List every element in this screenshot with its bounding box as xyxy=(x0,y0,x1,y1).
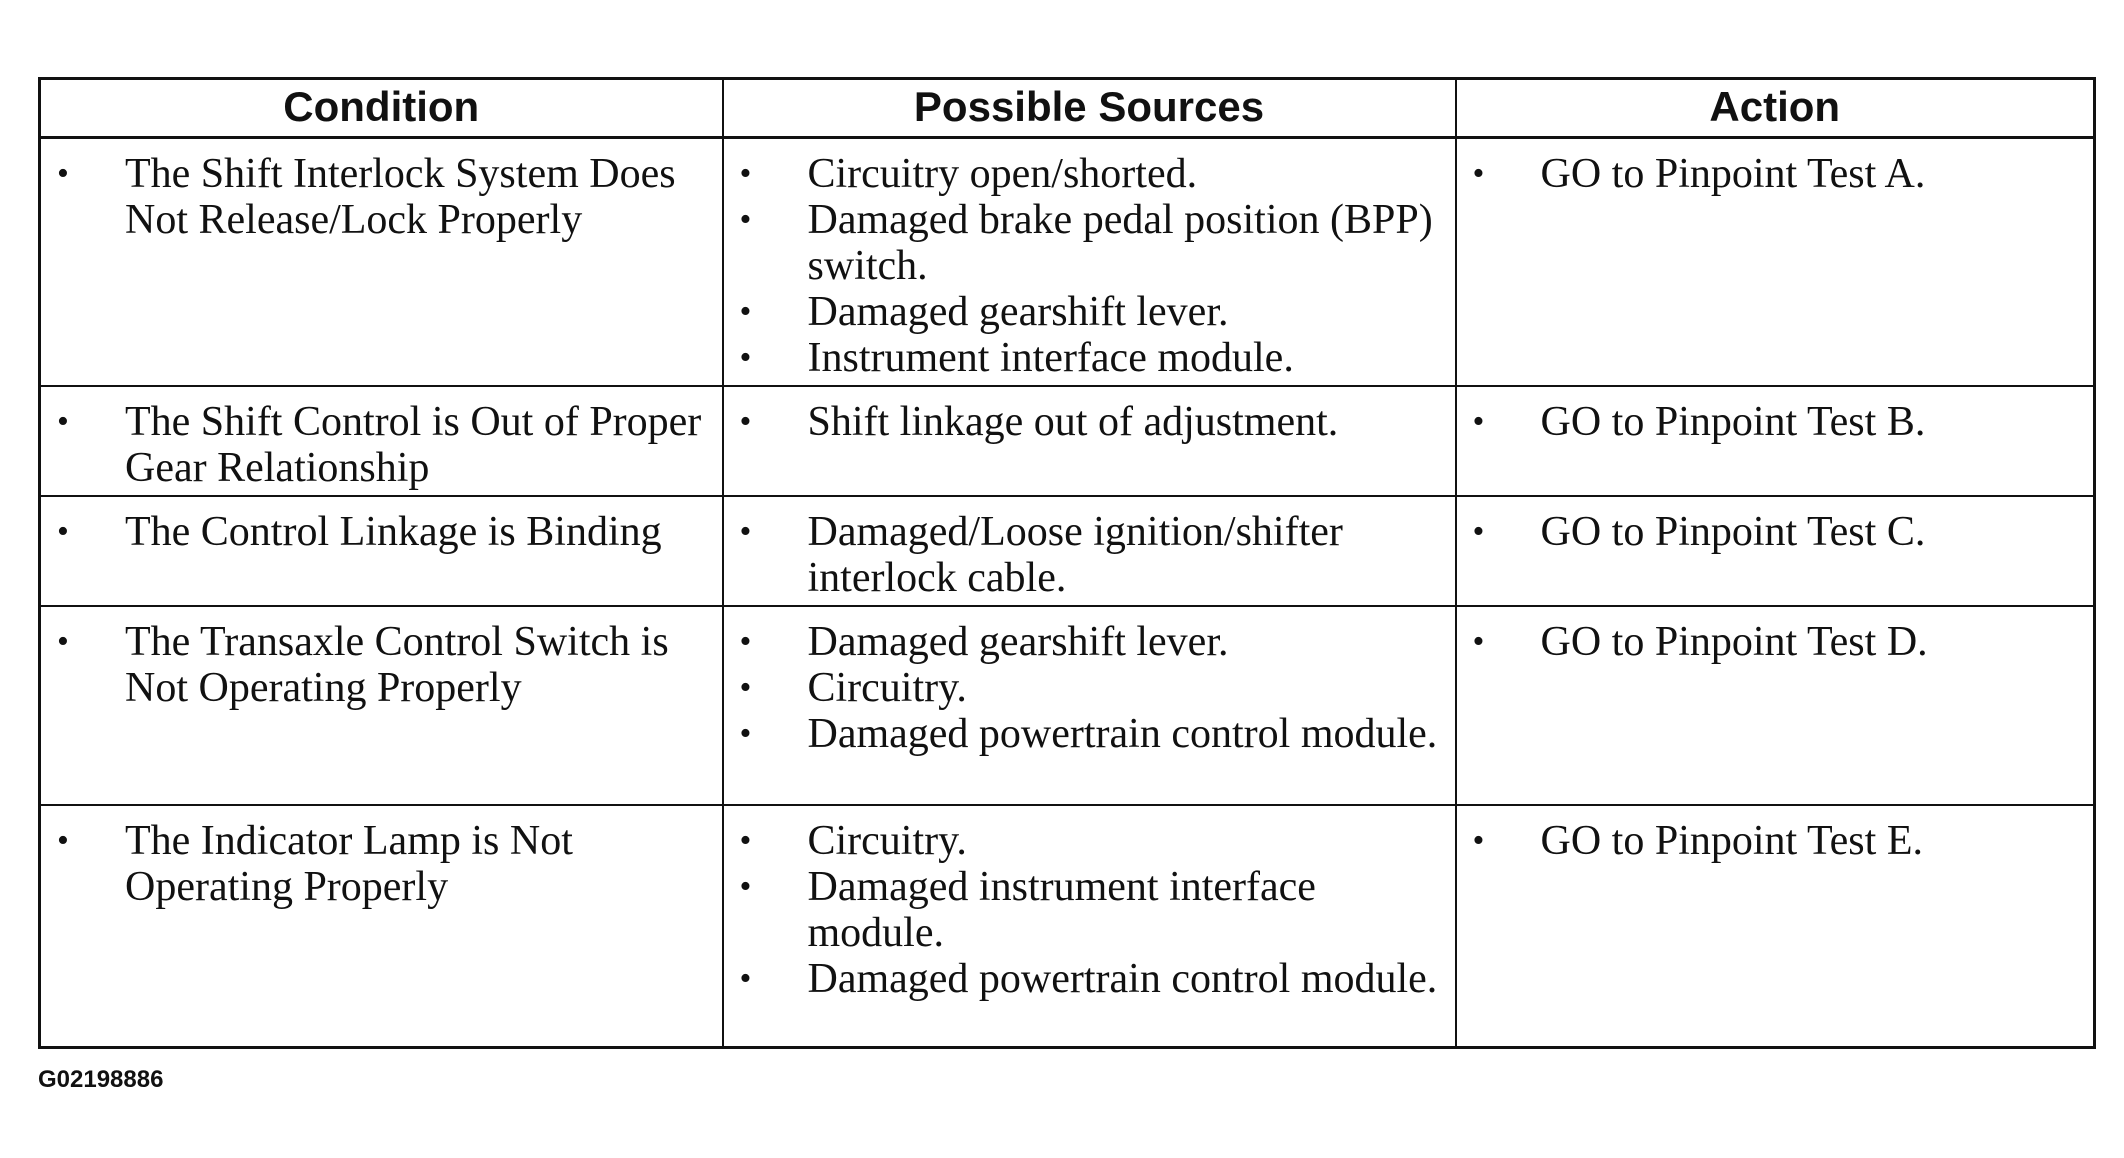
source-item: • Damaged gearshift lever. xyxy=(724,619,1445,665)
action-item: • GO to Pinpoint Test A. xyxy=(1457,151,2084,197)
sources-list xyxy=(724,139,1455,385)
source-item: • Circuitry. xyxy=(724,665,1445,711)
action-cell xyxy=(1456,138,2095,387)
condition-item: • The Transaxle Control Switch is Not Operating Properly xyxy=(41,619,712,711)
source-item: • Circuitry open/shorted. xyxy=(724,151,1445,197)
source-item: • Damaged powertrain control module. xyxy=(724,956,1445,1002)
condition-item: • The Shift Control is Out of Proper Gear Relationship xyxy=(41,399,712,491)
sources-list xyxy=(724,387,1455,449)
action-item: • GO to Pinpoint Test D. xyxy=(1457,619,2084,665)
condition-item: • The Shift Interlock System Does Not Release/Lock Properly xyxy=(41,151,712,243)
condition-cell xyxy=(40,606,723,805)
source-item: • Damaged instrument interface module. xyxy=(724,864,1445,956)
header-action: Action xyxy=(1456,79,2095,138)
sources-cell xyxy=(723,606,1456,805)
sources-cell xyxy=(723,496,1456,606)
condition-cell xyxy=(40,138,723,387)
source-item: • Damaged brake pedal position (BPP) switch. xyxy=(724,197,1445,289)
sources-list xyxy=(724,497,1455,605)
table-header-row xyxy=(40,79,2095,138)
condition-list xyxy=(41,387,722,495)
condition-list xyxy=(41,139,722,247)
action-list xyxy=(1457,497,2094,559)
figure-id: G02198886 xyxy=(38,1066,164,1093)
source-item: • Damaged gearshift lever. xyxy=(724,289,1445,335)
source-item: • Damaged powertrain control module. xyxy=(724,711,1445,757)
action-list xyxy=(1457,139,2094,201)
header-possible-sources: Possible Sources xyxy=(723,79,1456,138)
condition-list xyxy=(41,607,722,715)
condition-cell xyxy=(40,805,723,1048)
source-item: • Shift linkage out of adjustment. xyxy=(724,399,1445,445)
action-list xyxy=(1457,806,2094,868)
sources-list xyxy=(724,607,1455,761)
action-item: • GO to Pinpoint Test E. xyxy=(1457,818,2084,864)
table-row xyxy=(40,138,2095,387)
condition-list xyxy=(41,806,722,914)
sources-list xyxy=(724,806,1455,1006)
source-item: • Damaged/Loose ignition/shifter interlock cable. xyxy=(724,509,1445,601)
action-item: • GO to Pinpoint Test C. xyxy=(1457,509,2084,555)
action-cell xyxy=(1456,386,2095,496)
sources-cell xyxy=(723,138,1456,387)
sources-cell xyxy=(723,386,1456,496)
diagnosis-table xyxy=(38,77,2096,1049)
condition-item: • The Indicator Lamp is Not Operating Properly xyxy=(41,818,712,910)
table-row xyxy=(40,606,2095,805)
condition-cell xyxy=(40,386,723,496)
condition-item: • The Control Linkage is Binding xyxy=(41,509,712,555)
source-item: • Circuitry. xyxy=(724,818,1445,864)
action-item: • GO to Pinpoint Test B. xyxy=(1457,399,2084,445)
condition-list xyxy=(41,497,722,559)
sources-cell xyxy=(723,805,1456,1048)
table-row xyxy=(40,496,2095,606)
action-list xyxy=(1457,607,2094,669)
action-cell xyxy=(1456,805,2095,1048)
table-row xyxy=(40,805,2095,1048)
action-list xyxy=(1457,387,2094,449)
action-cell xyxy=(1456,496,2095,606)
action-cell xyxy=(1456,606,2095,805)
condition-cell xyxy=(40,496,723,606)
source-item: • Instrument interface module. xyxy=(724,335,1445,381)
table-row xyxy=(40,386,2095,496)
header-condition: Condition xyxy=(40,79,723,138)
